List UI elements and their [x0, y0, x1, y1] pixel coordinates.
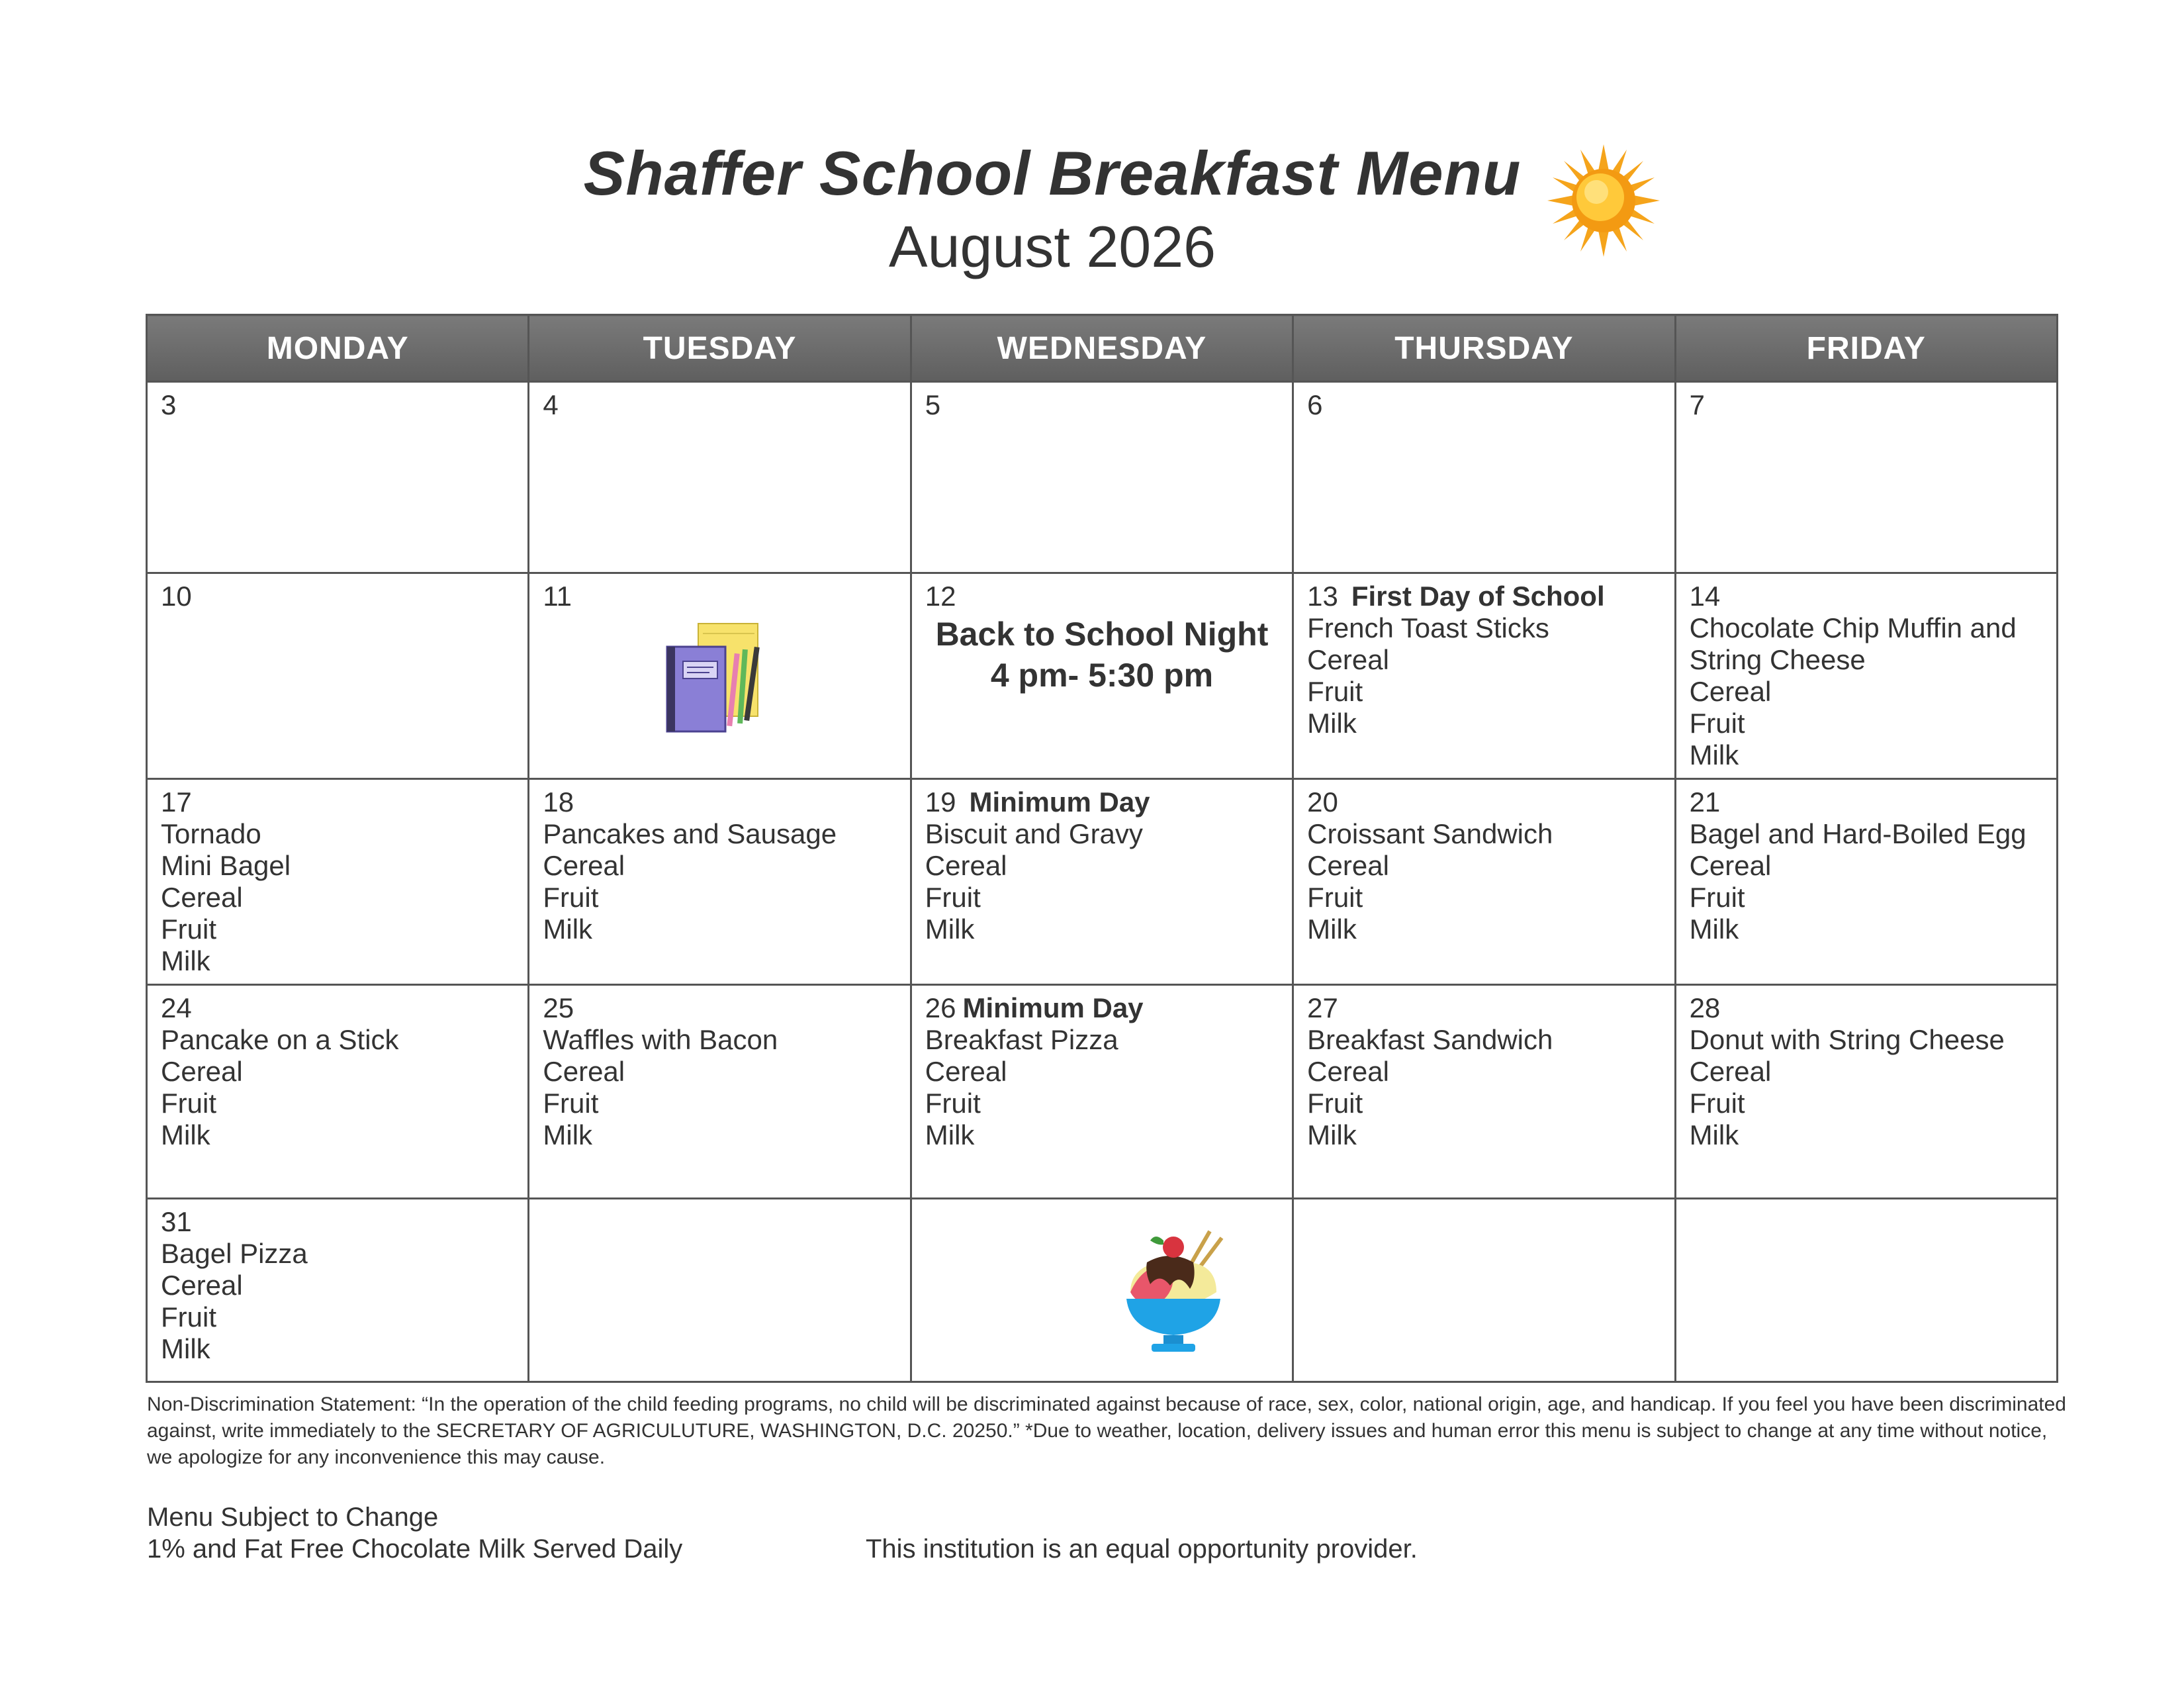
sundae-icon — [1117, 1226, 1230, 1358]
day-cell — [911, 779, 1293, 985]
day-cell — [147, 382, 529, 573]
menu-item: Waffles with Bacon — [543, 1024, 778, 1055]
sun-icon — [1547, 144, 1660, 257]
event-back-to-school-night: Back to School Night — [935, 616, 1269, 653]
menu-item: Cereal — [925, 1056, 1007, 1087]
menu-item: Fruit — [1307, 882, 1363, 913]
menu-item: Cereal — [1689, 850, 1772, 881]
menu-month: August 2026 — [888, 214, 1216, 279]
menu-item: Milk — [1689, 914, 1739, 945]
day-number: 7 — [1689, 389, 1705, 420]
menu-item: Pancake on a Stick — [161, 1024, 399, 1055]
menu-item: Milk — [1307, 1119, 1357, 1150]
day-cell — [911, 985, 1293, 1199]
day-cell — [1293, 1199, 1675, 1382]
day-cell — [1293, 779, 1675, 985]
menu-title: Shaffer School Breakfast Menu — [583, 138, 1522, 208]
equal-opportunity-note: This institution is an equal opportunity provider. — [866, 1534, 1418, 1564]
menu-item: Fruit — [1689, 882, 1745, 913]
day-number: 31 — [161, 1206, 192, 1237]
notebook-pencils-icon — [662, 620, 768, 739]
milk-note: 1% and Fat Free Chocolate Milk Served Daily — [147, 1534, 683, 1564]
day-number: 26 — [925, 992, 956, 1023]
menu-item: Fruit — [161, 914, 216, 945]
menu-item: Cereal — [543, 1056, 625, 1087]
day-number: 4 — [543, 389, 559, 420]
event-label: Minimum Day — [969, 786, 1150, 818]
menu-item: Fruit — [161, 1301, 216, 1333]
day-cell — [1675, 573, 2057, 779]
day-cell — [529, 573, 911, 779]
day-header-wednesday: WEDNESDAY — [911, 315, 1293, 382]
day-number: 3 — [161, 389, 177, 420]
menu-item: Milk — [543, 914, 593, 945]
event-label: First Day of School — [1351, 581, 1605, 612]
day-cell — [529, 1199, 911, 1382]
menu-item: Milk — [925, 914, 975, 945]
menu-item: French Toast Sticks — [1307, 612, 1549, 643]
non-discrimination-statement: Non-Discrimination Statement: “In the operation of the child feeding programs, no child will be discriminated against because of race, sex, color, national origin, age, and handicap. If you feel you have been discriminated against, write immediately to the SECRETARY OF AGRICULUTURE, WASHINGTON, D.C. 20250.” *Due to weather, location, delivery issues and human error this menu is subject to change at any time without notice, we apologize for any inconvenience this may cause. — [147, 1393, 2066, 1468]
menu-item: Milk — [543, 1119, 593, 1150]
menu-item: Bagel Pizza — [161, 1238, 308, 1269]
day-number: 21 — [1689, 786, 1721, 818]
day-cell — [1675, 985, 2057, 1199]
menu-item: Fruit — [1689, 708, 1745, 739]
menu-subject-note: Menu Subject to Change — [147, 1503, 439, 1532]
menu-item: Milk — [161, 1333, 210, 1364]
menu-item: Cereal — [161, 1056, 243, 1087]
day-cell — [1675, 382, 2057, 573]
menu-item: Milk — [1307, 708, 1357, 739]
event-label: Minimum Day — [962, 992, 1144, 1023]
day-number: 14 — [1689, 581, 1721, 612]
menu-calendar — [146, 314, 2058, 1383]
day-number: 28 — [1689, 992, 1721, 1023]
menu-item: Fruit — [161, 1088, 216, 1119]
day-cell — [1293, 382, 1675, 573]
day-cell — [1293, 985, 1675, 1199]
menu-item: Milk — [1689, 1119, 1739, 1150]
menu-item: Breakfast Pizza — [925, 1024, 1118, 1055]
day-number: 19 — [925, 786, 956, 818]
day-cell — [147, 1199, 529, 1382]
menu-item: Fruit — [1307, 1088, 1363, 1119]
menu-item: Cereal — [161, 1270, 243, 1301]
day-header-thursday: THURSDAY — [1293, 315, 1675, 382]
menu-item: Milk — [161, 1119, 210, 1150]
day-number: 10 — [161, 581, 192, 612]
menu-item: Cereal — [1307, 850, 1389, 881]
day-cell — [147, 779, 529, 985]
day-cell — [529, 382, 911, 573]
day-number: 12 — [925, 581, 956, 612]
menu-item: Fruit — [543, 882, 599, 913]
day-number: 20 — [1307, 786, 1338, 818]
menu-item: Cereal — [1689, 676, 1772, 707]
menu-item: Mini Bagel — [161, 850, 291, 881]
day-cell — [911, 1199, 1293, 1382]
day-header-friday: FRIDAY — [1675, 315, 2057, 382]
menu-item: Cereal — [1307, 1056, 1389, 1087]
day-number: 17 — [161, 786, 192, 818]
day-cell — [147, 573, 529, 779]
day-cell — [1293, 573, 1675, 779]
day-header-tuesday: TUESDAY — [529, 315, 911, 382]
menu-item: Chocolate Chip Muffin and — [1689, 612, 2017, 643]
menu-item: Breakfast Sandwich — [1307, 1024, 1553, 1055]
menu-item: String Cheese — [1689, 644, 1866, 675]
menu-item: Tornado — [161, 818, 261, 849]
menu-item: Biscuit and Gravy — [925, 818, 1143, 849]
menu-item: Fruit — [925, 1088, 981, 1119]
menu-item: Milk — [161, 945, 210, 976]
menu-item: Fruit — [1307, 676, 1363, 707]
day-number: 24 — [161, 992, 192, 1023]
menu-item: Cereal — [161, 882, 243, 913]
day-cell — [1675, 779, 2057, 985]
menu-item: Fruit — [543, 1088, 599, 1119]
menu-item: Pancakes and Sausage — [543, 818, 837, 849]
day-number: 27 — [1307, 992, 1338, 1023]
day-number: 13 — [1307, 581, 1338, 612]
day-cell — [1675, 1199, 2057, 1382]
day-number: 5 — [925, 389, 941, 420]
menu-item: Milk — [1689, 739, 1739, 771]
menu-item: Cereal — [543, 850, 625, 881]
day-cell — [911, 573, 1293, 779]
day-cell — [147, 985, 529, 1199]
day-number: 25 — [543, 992, 574, 1023]
menu-item: Fruit — [925, 882, 981, 913]
event-time: 4 pm- 5:30 pm — [990, 657, 1214, 694]
day-number: 6 — [1307, 389, 1323, 420]
day-cell — [529, 985, 911, 1199]
menu-item: Milk — [1307, 914, 1357, 945]
day-number: 18 — [543, 786, 574, 818]
day-cell — [911, 382, 1293, 573]
day-header-monday: MONDAY — [147, 315, 529, 382]
menu-item: Cereal — [1689, 1056, 1772, 1087]
menu-item: Cereal — [925, 850, 1007, 881]
day-number: 11 — [543, 581, 572, 612]
menu-item: Bagel and Hard-Boiled Egg — [1689, 818, 2026, 849]
menu-item: Cereal — [1307, 644, 1389, 675]
menu-item: Croissant Sandwich — [1307, 818, 1553, 849]
menu-item: Milk — [925, 1119, 975, 1150]
day-cell — [529, 779, 911, 985]
menu-item: Donut with String Cheese — [1689, 1024, 2005, 1055]
menu-item: Fruit — [1689, 1088, 1745, 1119]
